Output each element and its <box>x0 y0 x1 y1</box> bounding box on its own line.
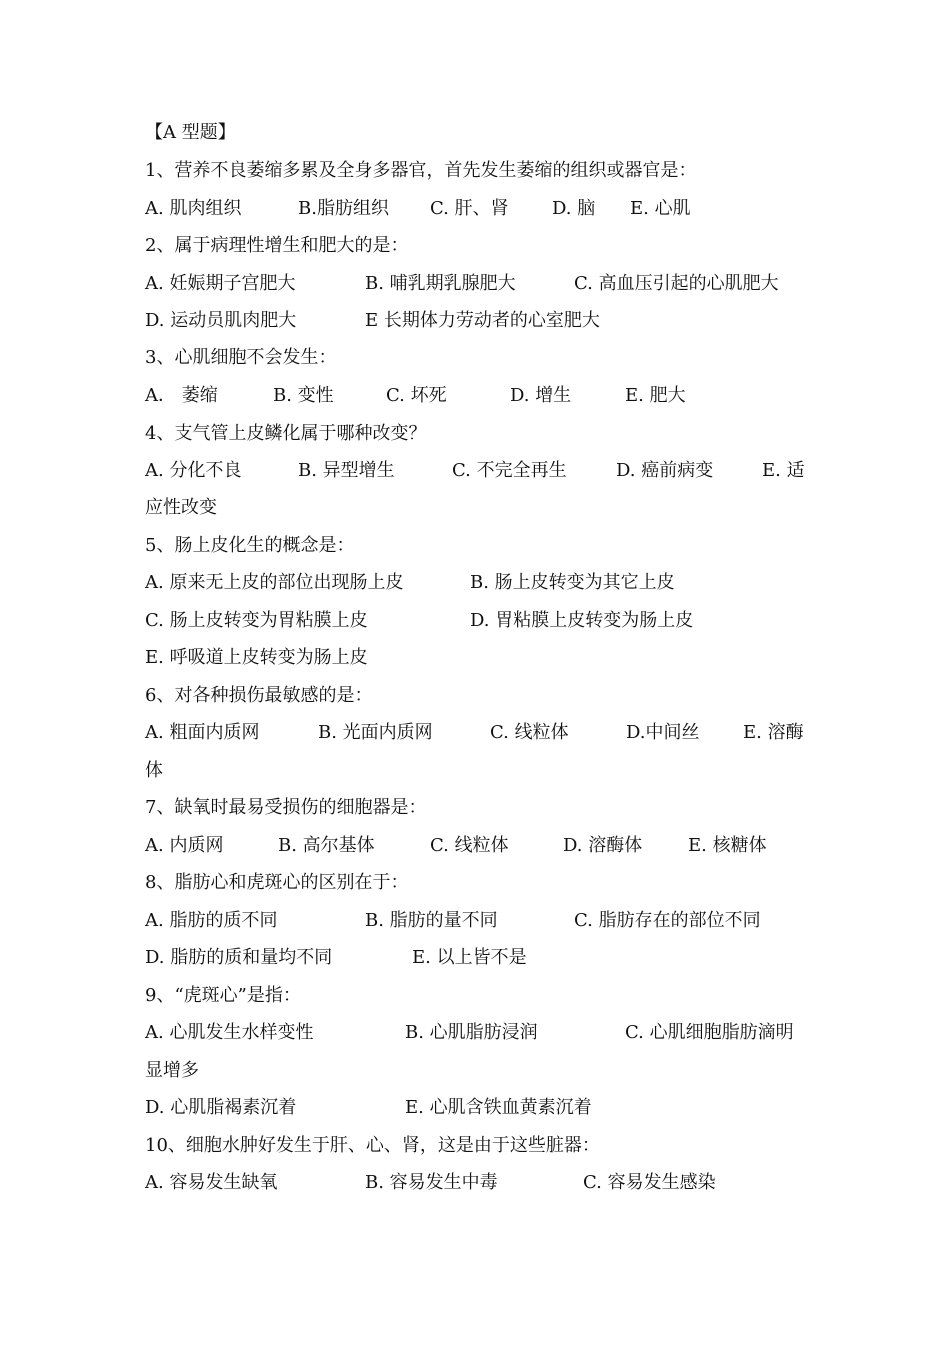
option-a: A. 脂肪的质不同 <box>145 910 278 931</box>
option-d: D. 癌前病变 <box>616 460 714 481</box>
option-e: E. 核糖体 <box>688 835 767 856</box>
option-c: C. 线粒体 <box>430 835 509 856</box>
option-b: B. 脂肪的量不同 <box>365 910 498 931</box>
option-b: B. 心肌脂肪浸润 <box>405 1022 538 1043</box>
option-d: D. 溶酶体 <box>563 835 643 856</box>
option-d: D. 增生 <box>510 385 572 406</box>
option-e: E. 肥大 <box>625 385 686 406</box>
option-d: D. 运动员肌肉肥大 <box>145 310 297 331</box>
option-e: E. 溶酶 <box>743 722 804 743</box>
question-stem: 1、营养不良萎缩多累及全身多器官，首先发生萎缩的组织或器官是： <box>145 160 697 181</box>
option-d: D.中间丝 <box>626 722 700 743</box>
question-stem: 9、“虎斑心”是指： <box>145 985 301 1006</box>
option-d: D. 脑 <box>552 198 596 219</box>
option-a: A. 妊娠期子宫肥大 <box>145 273 296 294</box>
option-b: B. 变性 <box>273 385 334 406</box>
option-c: C. 肝、肾 <box>430 198 509 219</box>
option-b: B. 光面内质网 <box>318 722 433 743</box>
option-a: A. 内质网 <box>145 835 224 856</box>
option-a: A. 原来无上皮的部位出现肠上皮 <box>145 572 404 593</box>
option-e: E. 心肌 <box>630 198 691 219</box>
option-c: C. 肠上皮转变为胃粘膜上皮 <box>145 610 368 631</box>
question-stem: 6、对各种损伤最敏感的是： <box>145 685 373 706</box>
option-a: A． 萎缩 <box>145 385 218 406</box>
option-b: B. 高尔基体 <box>278 835 375 856</box>
option-c: C. 不完全再生 <box>452 460 567 481</box>
option-e: E. 以上皆不是 <box>412 947 527 968</box>
option-d: D. 脂肪的质和量均不同 <box>145 947 333 968</box>
option-a: A. 分化不良 <box>145 460 242 481</box>
option-b: B. 容易发生中毒 <box>365 1172 498 1193</box>
option-c: C. 线粒体 <box>490 722 569 743</box>
option-c: C. 高血压引起的心肌肥大 <box>574 273 779 294</box>
question-stem: 4、支气管上皮鳞化属于哪种改变？ <box>145 423 427 444</box>
option-d: D. 胃粘膜上皮转变为肠上皮 <box>470 610 694 631</box>
option-e: E. 呼吸道上皮转变为肠上皮 <box>145 647 368 668</box>
option-b: B. 肠上皮转变为其它上皮 <box>470 572 675 593</box>
question-stem: 7、缺氧时最易受损伤的细胞器是： <box>145 797 427 818</box>
question-stem: 8、脂肪心和虎斑心的区别在于： <box>145 872 409 893</box>
question-stem: 2、属于病理性增生和肥大的是： <box>145 235 409 256</box>
option-a: A. 心肌发生水样变性 <box>145 1022 314 1043</box>
option-d: D. 心肌脂褐素沉着 <box>145 1097 297 1118</box>
option-c-continued: 显增多 <box>145 1060 199 1081</box>
option-c: C. 脂肪存在的部位不同 <box>574 910 761 931</box>
option-b: B.脂肪组织 <box>298 198 389 219</box>
question-stem: 3、心肌细胞不会发生： <box>145 347 337 368</box>
section-title: 【A 型题】 <box>145 122 236 143</box>
question-stem: 5、肠上皮化生的概念是： <box>145 535 355 556</box>
option-e: E. 心肌含铁血黄素沉着 <box>405 1097 592 1118</box>
option-e: E 长期体力劳动者的心室肥大 <box>365 310 600 331</box>
option-c: C. 坏死 <box>386 385 447 406</box>
option-e: E. 适 <box>762 460 805 481</box>
option-a: A. 肌肉组织 <box>145 198 242 219</box>
option-c: C. 心肌细胞脂肪滴明 <box>625 1022 794 1043</box>
question-stem: 10、细胞水肿好发生于肝、心、肾，这是由于这些脏器： <box>145 1135 600 1156</box>
option-b: B. 异型增生 <box>298 460 395 481</box>
option-c: C. 容易发生感染 <box>583 1172 716 1193</box>
option-e-continued: 应性改变 <box>145 497 217 518</box>
option-a: A. 容易发生缺氧 <box>145 1172 278 1193</box>
option-b: B. 哺乳期乳腺肥大 <box>365 273 516 294</box>
option-a: A. 粗面内质网 <box>145 722 260 743</box>
option-e-continued: 体 <box>145 760 163 781</box>
